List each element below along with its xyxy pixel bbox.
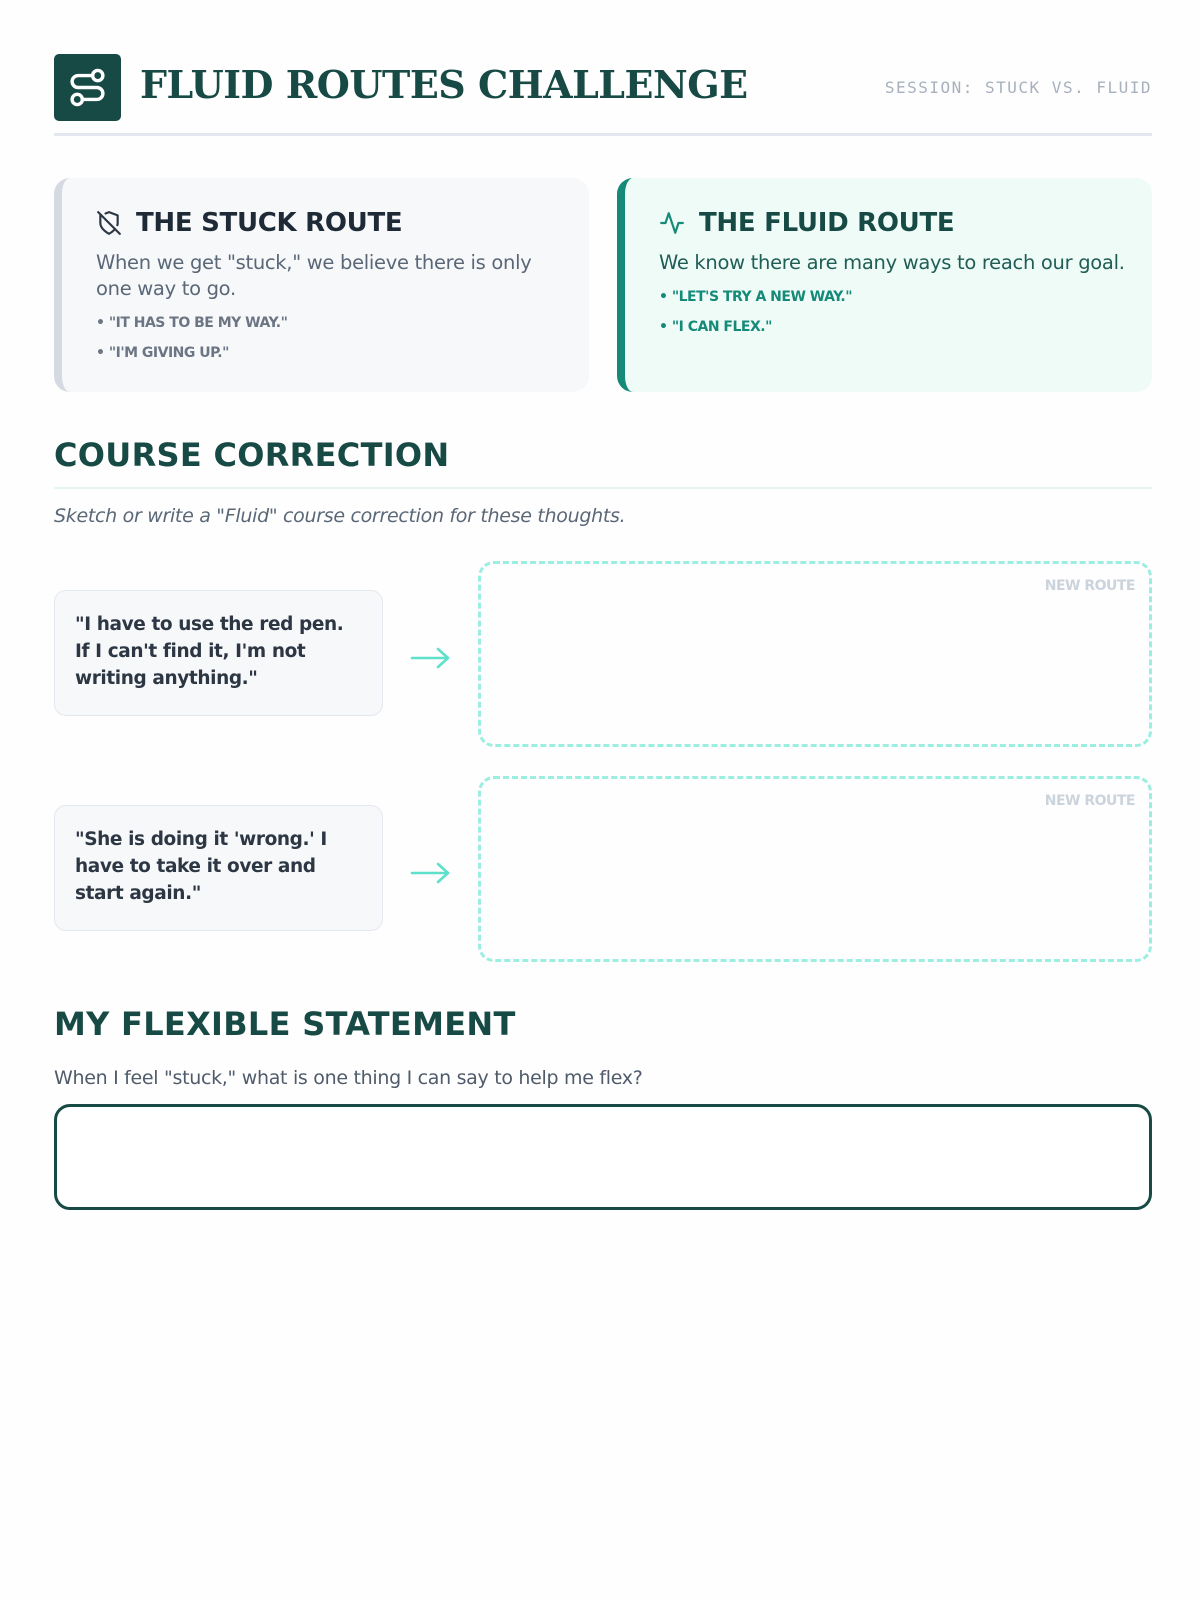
stuck-route-title: THE STUCK ROUTE [136,208,403,238]
stuck-route-card [54,178,589,392]
flexible-statement-question: When I feel "stuck," what is one thing I can say to help me flex? [54,1067,643,1089]
stuck-quote: • "IT HAS TO BE MY WAY." [96,314,569,344]
section-divider [54,487,1152,489]
stuck-thought-card: "I have to use the red pen. If I can't find it, I'm not writing anything." [54,590,383,716]
stuck-route-description: When we get "stuck," we believe there is only one way to go. [96,251,532,300]
stuck-quotes-list [96,314,569,374]
fluid-quotes-list [659,288,1132,348]
fluid-route-card [617,178,1152,392]
fluid-quote: • "I CAN FLEX." [659,318,1132,348]
fluid-route-description: We know there are many ways to reach our goal. [659,251,1125,274]
route-icon [67,67,108,108]
shield-off-icon [96,210,122,236]
course-correction-instructions: Sketch or write a "Fluid" course correction for these thoughts. [54,505,626,527]
arrow-right-icon [410,646,452,670]
new-route-drawing-area[interactable] [478,776,1152,962]
arrow-right-icon [410,861,452,885]
logo [54,54,121,121]
fluid-quote: • "LET'S TRY A NEW WAY." [659,288,1132,318]
stuck-thought-card: "She is doing it 'wrong.' I have to take it over and start again." [54,805,383,931]
stuck-quote: • "I'M GIVING UP." [96,344,569,374]
flexible-statement-title: MY FLEXIBLE STATEMENT [54,1005,516,1043]
new-route-drawing-area[interactable] [478,561,1152,747]
page-title: FLUID ROUTES CHALLENGE [140,62,748,107]
fluid-route-title: THE FLUID ROUTE [699,208,955,238]
activity-icon [659,210,685,236]
course-correction-title: COURSE CORRECTION [54,436,450,474]
new-route-label: NEW ROUTE [1044,578,1135,594]
session-label: SESSION: STUCK VS. FLUID [884,78,1152,97]
new-route-label: NEW ROUTE [1044,793,1135,809]
flexible-statement-answer-box[interactable] [54,1104,1152,1210]
page-header [54,54,1152,136]
